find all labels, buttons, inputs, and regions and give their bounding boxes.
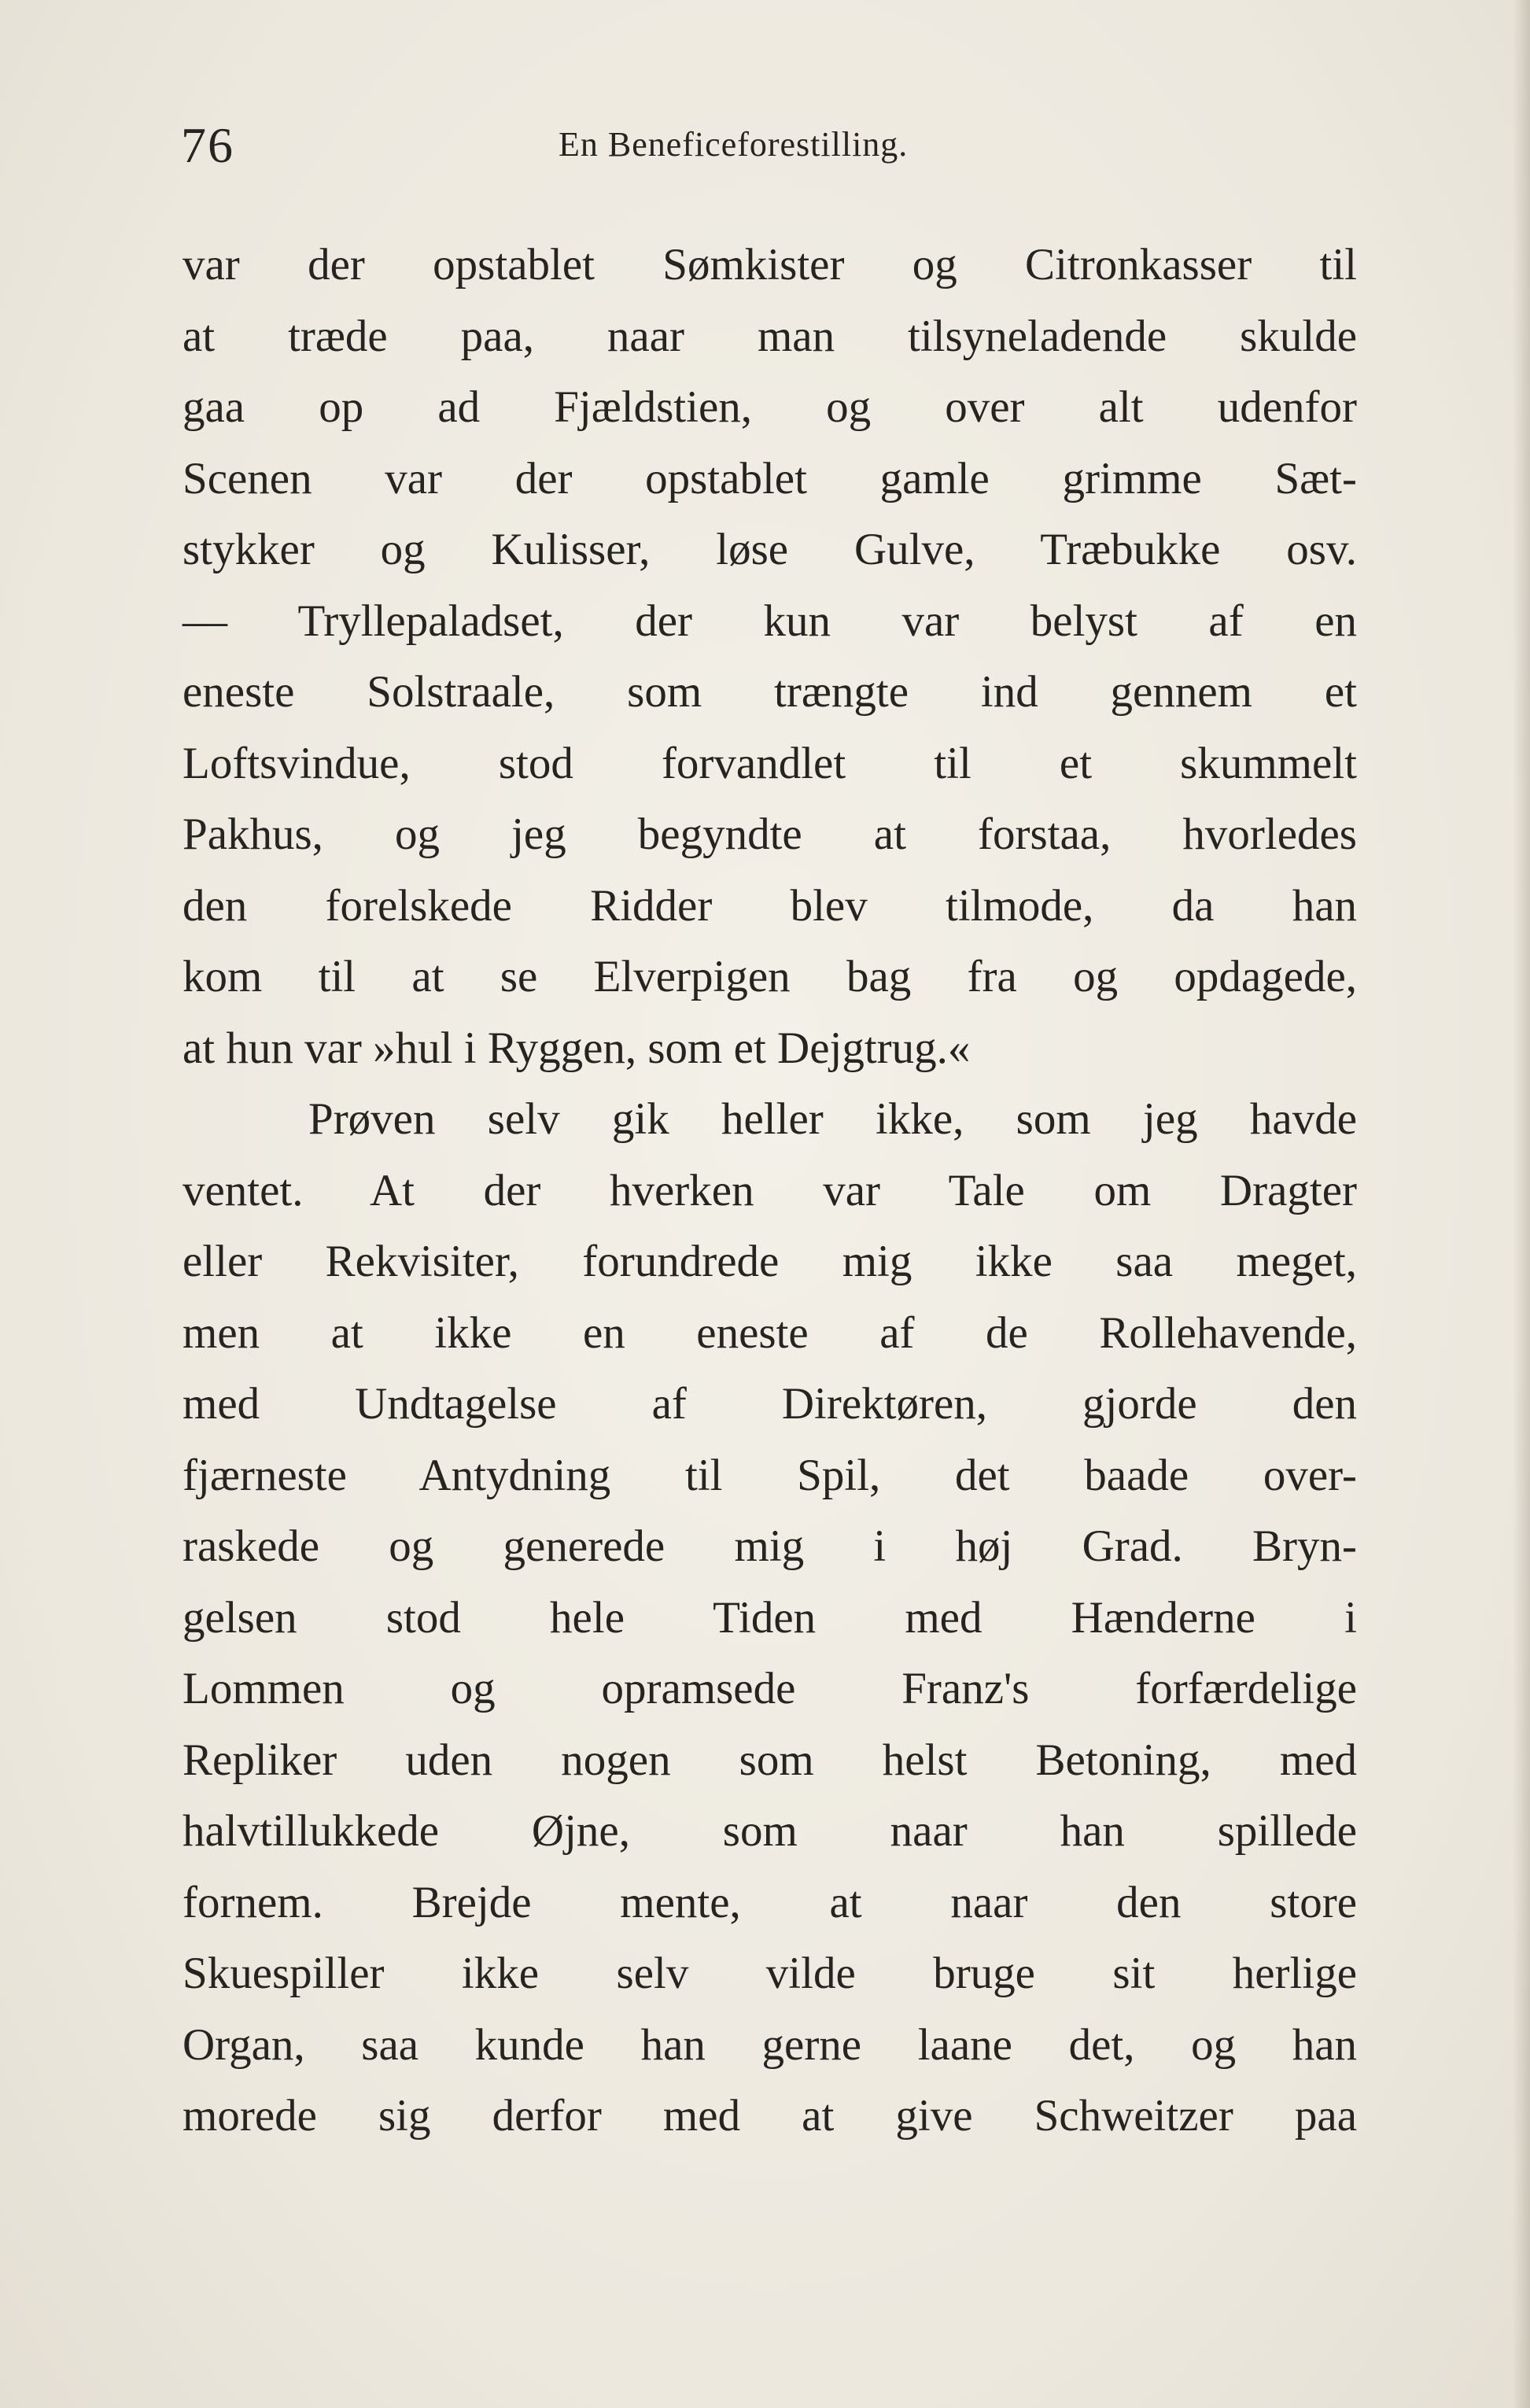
text-line: Lommen og opramsede Franz's forfærdelige [182,1664,1357,1713]
text-line: med Undtagelse af Direktøren, gjorde den [182,1379,1357,1429]
text-line: Scenen var der opstablet gamle grimme Sæt- [182,453,1357,503]
text-line: stykker og Kulisser, løse Gulve, Træbukke osv. [182,525,1357,574]
text-line: morede sig derfor med at give Schweitzer paa [182,2091,1357,2141]
text-line: Loftsvindue, stod forvandlet til et skummelt [182,738,1357,788]
text-line: Pakhus, og jeg begyndte at forstaa, hvorledes [182,809,1357,859]
paragraph-start-line: Prøven selv gik heller ikke, som jeg havde [308,1094,1357,1144]
text-line: eneste Solstraale, som trængte ind gennem et [182,667,1357,717]
text-line: Repliker uden nogen som helst Betoning, med [182,1735,1357,1785]
running-head [181,110,1357,181]
text-line: fornem. Brejde mente, at naar den store [182,1877,1357,1927]
text-line: men at ikke en eneste af de Rollehavende, [182,1307,1357,1358]
text-line: kom til at se Elverpigen bag fra og opdagede, [182,952,1357,1001]
text-line: raskede og generede mig i høj Grad. Bryn- [182,1521,1357,1571]
text-line: fjærneste Antydning til Spil, det baade over- [182,1450,1357,1500]
text-line: gelsen stod hele Tiden med Hænderne i [182,1592,1357,1643]
text-line: Skuespiller ikke selv vilde bruge sit herlige [182,1949,1357,1998]
text-line: den forelskede Ridder blev tilmode, da han [182,880,1357,931]
text-line: ventet. At der hverken var Tale om Dragter [182,1165,1357,1215]
page-number: 76 [181,117,234,173]
text-line: — Tryllepaladset, der kun var belyst af en [182,596,1357,646]
text-line: eller Rekvisiter, forundrede mig ikke saa meget, [182,1237,1357,1286]
text-line: at træde paa, naar man tilsyneladende skulde [182,311,1357,361]
paragraph-end-line: at hun var »hul i Ryggen, som et Dejgtrug.« [182,1023,971,1073]
text-line: gaa op ad Fjældstien, og over alt udenfor [182,382,1357,432]
body-text [182,230,1357,2152]
text-line: Organ, saa kunde han gerne laane det, og han [182,2019,1357,2070]
running-title: En Beneficeforestilling. [559,125,909,164]
text-line: halvtillukkede Øjne, som naar han spillede [182,1806,1357,1856]
page-edge-shadow [1513,0,1530,2408]
text-line: var der opstablet Sømkister og Citronkasser til [182,240,1357,289]
